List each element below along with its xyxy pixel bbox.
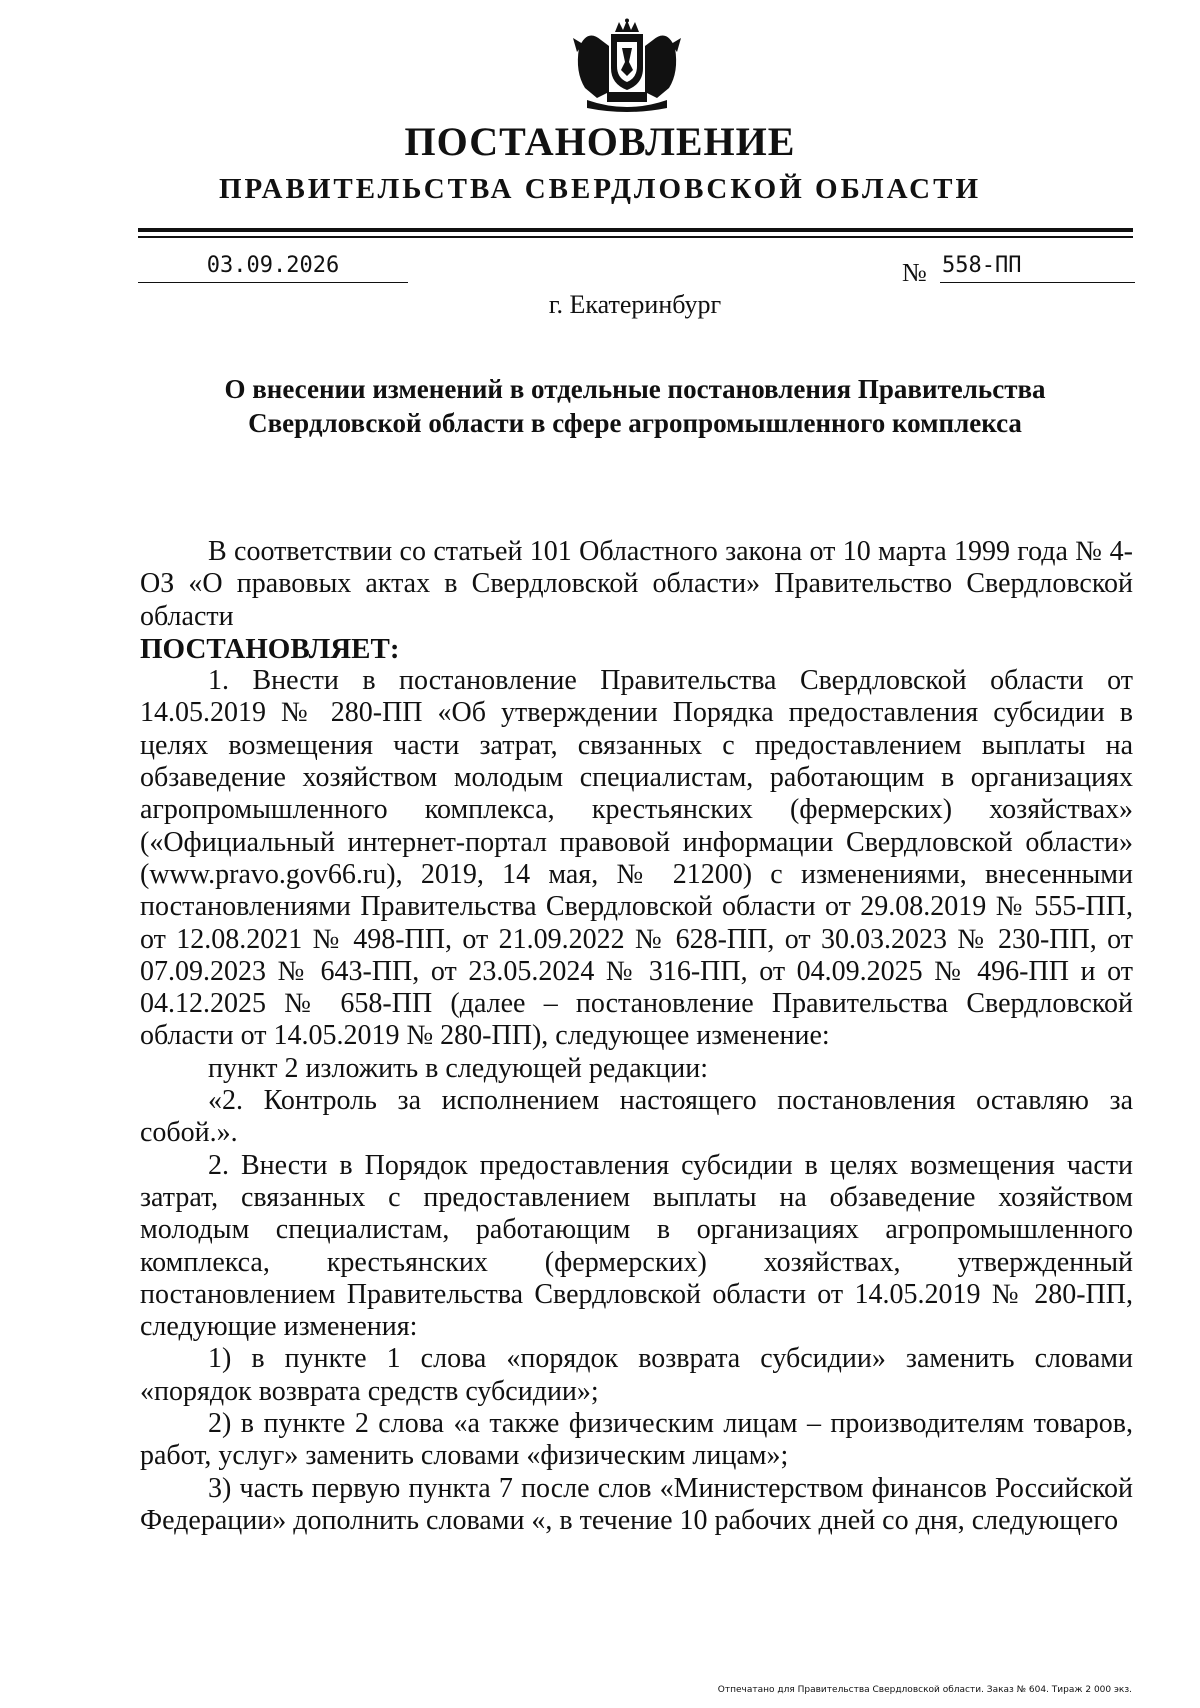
document-title: О внесении изменений в отдельные постановления Правительства Свердловской области в сфере агропромышленного комплекса <box>224 374 1046 438</box>
print-footer: Отпечатано для Правительства Свердловской области. Заказ № 604. Тираж 2 000 экз. <box>717 1685 1132 1695</box>
document-date: 03.09.2026 <box>138 250 408 283</box>
document-number: 558-ПП <box>940 250 1135 283</box>
issuing-authority: ПРАВИТЕЛЬСТВА СВЕРДЛОВСКОЙ ОБЛАСТИ <box>218 173 982 205</box>
intro-paragraph: В соответствии со статьей 101 Областного закона от 10 марта 1999 года № 4-ОЗ «О правовых актах в Свердловской области» Правительство Свердловской области <box>140 536 1133 632</box>
document-body <box>140 536 1133 1537</box>
body-paragraph: 1) в пункте 1 слова «порядок возврата субсидии» заменить словами «порядок возврата средств субсидии»; <box>140 1343 1133 1407</box>
number-label: № <box>902 258 927 287</box>
document-city: г. Екатеринбург <box>548 290 722 319</box>
header-divider-thick <box>138 228 1133 232</box>
coat-of-arms-icon <box>567 18 687 116</box>
decree-word: ПОСТАНОВЛЯЕТ: <box>140 632 400 665</box>
header-divider-thin <box>138 236 1133 238</box>
body-paragraph: 2. Внести в Порядок предоставления субсидии в целях возмещения части затрат, связанных с предоставлением выплаты на обзаведение хозяйством молодым специалистам, работающим в организациях агропромышленного комплекса, крестьянских (фермерских) хозяйствах, утвержденный постановлением Правительства Свердловской области от 14.05.2019 № 280-ПП, следующие изменения: <box>140 1149 1133 1343</box>
body-paragraph: пункт 2 изложить в следующей редакции: <box>208 1052 708 1084</box>
document-type: ПОСТАНОВЛЕНИЕ <box>404 119 796 164</box>
body-paragraph: 1. Внести в постановление Правительства Свердловской области от 14.05.2019 № 280-ПП «Об утверждении Порядка предоставления субсидии в целях возмещения части затрат, связанных с предоставлением выплаты на обзаведение хозяйством молодым специалистам, работающим в организациях агропромышленного комплекса, крестьянских (фермерских) хозяйствах» («Официальный интернет-портал правовой информации Свердловской области» (www.pravo.gov66.ru), 2019, 14 мая, № 21200) с изменениями, внесенными постановлениями Правительства Свердловской области от 29.08.2019 № 555-ПП, от 12.08.2021 № 498-ПП, от 21.09.2022 № 628-ПП, от 30.03.2023 № 230-ПП, от 07.09.2023 № 643-ПП, от 23.05.2024 № 316-ПП, от 04.09.2025 № 496-ПП и от 04.12.2025 № 658-ПП (далее – постановление Правительства Свердловской области от 14.05.2019 № 280-ПП), следующее изменение: <box>140 665 1133 1052</box>
body-paragraph: «2. Контроль за исполнением настоящего постановления оставляю за собой.». <box>140 1085 1133 1149</box>
body-paragraph: 2) в пункте 2 слова «а также физическим лицам – производителям товаров, работ, услуг» заменить словами «физическим лицам»; <box>140 1408 1133 1472</box>
body-paragraph: 3) часть первую пункта 7 после слов «Министерством финансов Российской Федерации» дополнить словами «, в течение 10 рабочих дней со дня, следующего <box>140 1472 1133 1536</box>
